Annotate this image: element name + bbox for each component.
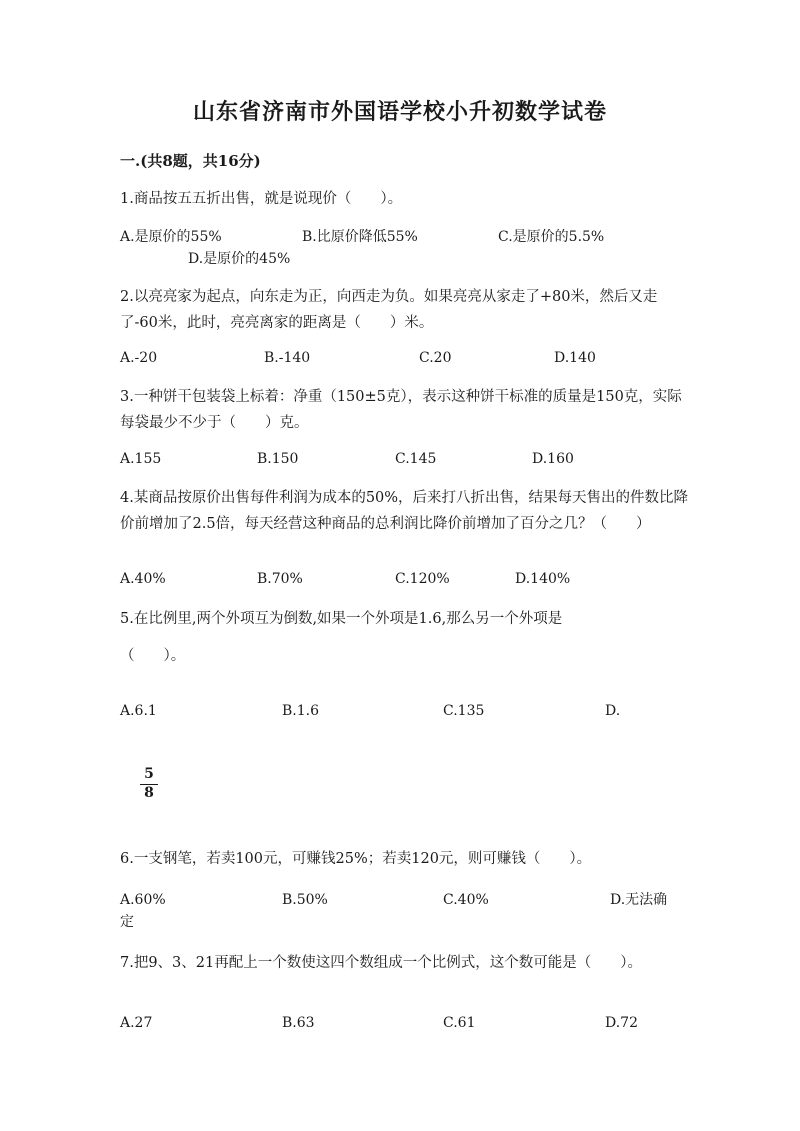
question-6-option-a: A.60% [120, 892, 166, 908]
question-5-stem: 5.在比例里,两个外项互为倒数,如果一个外项是1.6,那么另一个外项是 [120, 611, 563, 627]
question-4-option-a: A.40% [120, 571, 166, 587]
question-5-option-a: A.6.1 [120, 703, 157, 719]
question-3-option-c: C.145 [395, 451, 437, 467]
question-3-option-b: B.150 [257, 451, 299, 467]
question-6-option-c: C.40% [443, 892, 489, 908]
question-7-option-c: C.61 [443, 1015, 476, 1031]
page-title: 山东省济南市外国语学校小升初数学试卷 [192, 99, 607, 125]
question-2-option-c: C.20 [419, 350, 452, 366]
question-7-option-d: D.72 [605, 1015, 638, 1031]
fraction-denominator: 8 [144, 785, 154, 801]
question-2-option-d: D.140 [554, 350, 596, 366]
question-6-option-d: D.无法确定 [120, 892, 668, 930]
question-5-option-c: C.135 [443, 703, 485, 719]
question-3-option-a: A.155 [120, 451, 162, 467]
question-7-option-a: A.27 [120, 1015, 153, 1031]
question-6-option-b: B.50% [282, 892, 328, 908]
question-1-option-d: D.是原价的45% [188, 251, 291, 267]
question-3-option-d: D.160 [532, 451, 574, 467]
question-2-option-a: A.-20 [120, 350, 158, 366]
question-5-stem-continued: （ ）。 [120, 648, 186, 664]
question-4-option-c: C.120% [395, 571, 450, 587]
question-5-option-d: D. [605, 703, 621, 719]
question-7-option-b: B.63 [282, 1015, 315, 1031]
question-4-option-d: D.140% [515, 571, 571, 587]
question-2-stem: 2.以亮亮家为起点，向东走为正，向西走为负。如果亮亮从家走了+80米，然后又走了-60米，此时，亮亮离家的距离是（ ）米。 [120, 289, 658, 331]
question-1-option-a: A.是原价的55% [120, 229, 222, 245]
question-7-stem: 7.把9、3、21再配上一个数使这四个数组成一个比例式，这个数可能是（ ）。 [120, 955, 642, 971]
question-6-stem: 6.一支钢笔，若卖100元，可赚钱25%；若卖120元，则可赚钱（ ）。 [120, 851, 592, 867]
question-5-option-d-fraction [140, 766, 158, 802]
question-4-stem: 4.某商品按原价出售每件利润为成本的50%，后来打八折出售，结果每天售出的件数比降价前增加了2.5倍，每天经营这种商品的总利润比降价前增加了百分之几？（ ） [120, 490, 689, 532]
question-4-option-b: B.70% [257, 571, 303, 587]
section-heading: 一.(共8题，共16分) [120, 152, 261, 170]
question-5-option-b: B.1.6 [282, 703, 320, 719]
question-3-stem: 3.一种饼干包装袋上标着：净重（150±5克），表示这种饼干标准的质量是150克，实际每袋最少不少于（ ）克。 [120, 389, 682, 431]
fraction-numerator: 5 [140, 766, 158, 785]
question-1-option-b: B.比原价降低55% [302, 229, 418, 245]
question-2-option-b: B.-140 [264, 350, 311, 366]
question-1-option-c: C.是原价的5.5% [498, 229, 605, 245]
question-1-stem: 1.商品按五五折出售，就是说现价（ ）。 [120, 191, 403, 207]
